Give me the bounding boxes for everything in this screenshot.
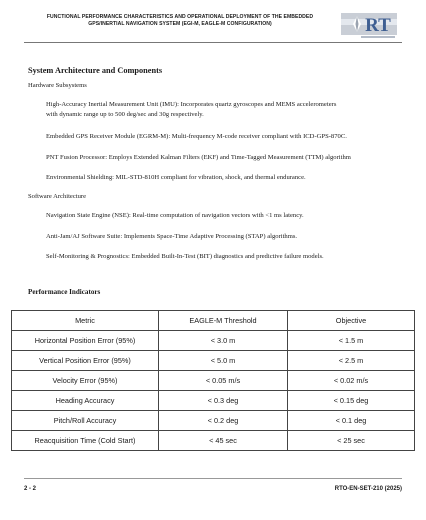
list-item-line: High-Accuracy Inertial Measurement Unit (IMU): Incorporates quartz gyroscopes and MEMS accelerometers <box>46 101 337 108</box>
metric-cell: Velocity Error (95%) <box>12 371 159 391</box>
table-row <box>12 371 415 391</box>
header-rule <box>24 42 402 43</box>
list-item: Embedded GPS Receiver Module (EGRM-M): Multi-frequency M-code receiver compliant with ICD-GPS-870C. <box>46 133 347 140</box>
metric-cell: Vertical Position Error (95%) <box>12 351 159 371</box>
list-item: PNT Fusion Processor: Employs Extended Kalman Filters (EKF) and Time-Tagged Measurement (TTM) algorithm <box>46 154 351 161</box>
objective-cell: < 0.02 m/s <box>288 371 415 391</box>
list-item: Environmental Shielding: MIL-STD-810H compliant for vibration, shock, and thermal endurance. <box>46 174 306 181</box>
performance-title: Performance Indicators <box>28 288 101 296</box>
metric-cell: Horizontal Position Error (95%) <box>12 331 159 351</box>
list-item <box>46 100 336 120</box>
objective-cell: < 25 sec <box>288 431 415 451</box>
list-item: Self-Monitoring & Prognostics: Embedded Built-In-Test (BIT) diagnostics and predictive failure models. <box>46 253 324 260</box>
objective-cell: < 2.5 m <box>288 351 415 371</box>
objective-cell: < 0.1 deg <box>288 411 415 431</box>
hardware-heading: Hardware Subsystems <box>28 82 87 89</box>
header-line-1: FUNCTIONAL PERFORMANCE CHARACTERISTICS AND OPERATIONAL DEPLOYMENT OF THE EMBEDDED <box>46 14 314 20</box>
column-header-threshold: EAGLE-M Threshold <box>159 311 288 331</box>
table-row <box>12 351 415 371</box>
objective-cell: < 1.5 m <box>288 331 415 351</box>
section-title: System Architecture and Components <box>28 66 163 75</box>
metric-cell: Reacquisition Time (Cold Start) <box>12 431 159 451</box>
software-heading: Software Architecture <box>28 193 87 200</box>
header-line-2: GPS/INERTIAL NAVIGATION SYSTEM (EGI-M, EAGLE-M CONFIGURATION) <box>88 21 272 27</box>
rto-logo-icon <box>341 10 397 40</box>
threshold-cell: < 5.0 m <box>159 351 288 371</box>
list-item: Anti-Jam/AJ Software Suite: Implements Space-Time Adaptive Processing (STAP) algorithms. <box>46 233 298 240</box>
footer-rule <box>24 478 402 479</box>
objective-cell: < 0.15 deg <box>288 391 415 411</box>
svg-text:RT: RT <box>365 15 391 36</box>
threshold-cell: < 3.0 m <box>159 331 288 351</box>
metric-cell: Pitch/Roll Accuracy <box>12 411 159 431</box>
performance-table <box>11 310 415 451</box>
list-item-line: with dynamic range up to 500 deg/sec and 30g respectively. <box>46 111 204 118</box>
threshold-cell: < 0.05 m/s <box>159 371 288 391</box>
table-row <box>12 391 415 411</box>
table-row <box>12 431 415 451</box>
page-number: 2 - 2 <box>24 486 37 492</box>
column-header-objective: Objective <box>288 311 415 331</box>
running-header <box>24 14 336 28</box>
threshold-cell: < 0.3 deg <box>159 391 288 411</box>
table-header-row <box>12 311 415 331</box>
table-row <box>12 331 415 351</box>
list-item: Navigation State Engine (NSE): Real-time computation of navigation vectors with <1 ms latency. <box>46 212 304 219</box>
metric-cell: Heading Accuracy <box>12 391 159 411</box>
column-header-metric: Metric <box>12 311 159 331</box>
table-row <box>12 411 415 431</box>
document-id: RTO-EN-SET-210 (2025) <box>334 486 402 492</box>
threshold-cell: < 45 sec <box>159 431 288 451</box>
threshold-cell: < 0.2 deg <box>159 411 288 431</box>
